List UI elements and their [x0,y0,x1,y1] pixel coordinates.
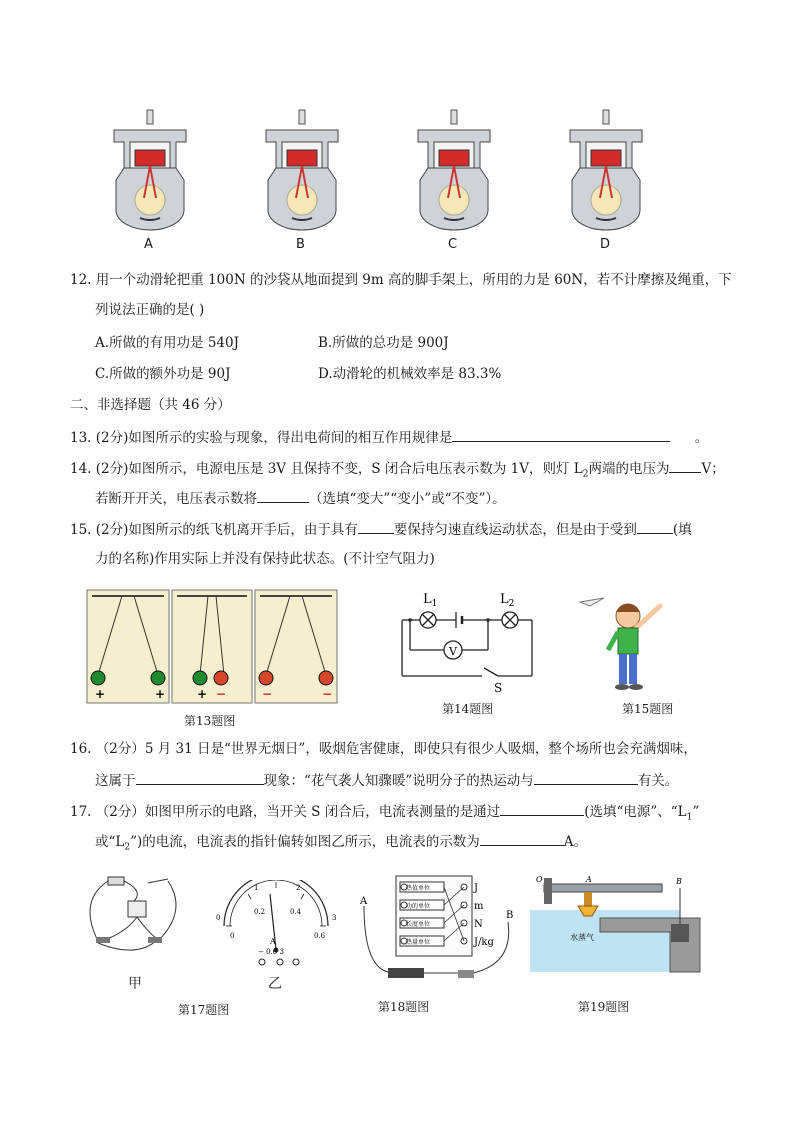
fig14-circuit [390,588,540,698]
q15-blank-1[interactable] [358,519,394,534]
q12-option-b: B.所做的总功是 900J [318,335,449,351]
engine-label-d: D [600,237,611,252]
fig17-jia-label: 甲 [128,976,142,992]
fig13-sign-5: − [262,687,273,701]
q16-blank-1[interactable] [136,770,264,785]
question-17: 17. （2分）如图甲所示的电路，当开关 S 闭合后，电流表测量的是通过 (选填“电源”、“$L_1$” [70,801,699,828]
q17-line2c: A。 [563,834,588,850]
q16-number: 16. [70,741,92,757]
q14-blank-1[interactable] [669,458,701,473]
q12-option-d: D.动滑轮的机械效率是 83.3% [318,366,502,382]
q14-line1b: 两端的电压为 [588,461,670,477]
fig17-terminals: − 0.6 3 [258,948,284,956]
fig17-scale-bottom-0: 0 [230,932,235,940]
fig17-jia-circuit [84,875,184,955]
q15-line1a: (2分)如图所示的纸飞机离开手后，由于具有 [95,522,358,538]
engine-label-a: A [144,237,153,252]
q12-option-a: A.所做的有用功是 540J [95,335,240,351]
fig19-label-b: B [676,877,682,886]
question-13 [70,427,708,448]
section-2-title: 二、非选择题（共 46 分） [70,397,231,413]
q14-number: 14. [70,461,92,477]
fig13-pith-balls [86,589,338,705]
q17-line1a: （2分）如图甲所示的电路，当开关 S 闭合后，电流表测量的是通过 [95,804,501,820]
q13-text: (2分)如图所示的实验与现象，得出电荷间的相互作用规律是 [95,430,453,446]
q17-line1b: (选填“电源”、“L [584,804,687,820]
engine-strokes-diagram [100,108,700,233]
q15-line1b: 要保持匀速直线运动状态，但是由于受到 [393,522,637,538]
q16-line1: （2分）5 月 31 日是“世界无烟日”，吸烟危害健康，即使只有很少人吸烟，整个场所也会充满烟味， [95,741,697,757]
fig18-label-b: B [506,910,514,921]
fig17-scale-bottom-2: 0.4 [290,908,302,916]
q14-line2a: 若断开开关，电压表示数将 [95,491,257,507]
q17-blank-1[interactable] [500,801,584,816]
fig13-panel-2 [172,590,252,703]
q14-line2b: （选填“变大”“变小”或“不变”）。 [309,491,506,507]
fig13-caption: 第13题图 [184,714,236,728]
q12-line1: 用一个动滑轮把重 100N 的沙袋从地面提到 9m 高的脚手架上，所用的力是 60N，若不计摩擦及绳重，下 [95,272,732,288]
fig19-label-a: A [586,875,592,884]
fig18-caption: 第18题图 [378,1000,430,1014]
fig19-label-o: O [536,875,543,884]
q15-blank-2[interactable] [637,519,673,534]
fig14-voltmeter-label: V [449,645,457,658]
fig17-scale-top-1: 1 [254,884,259,892]
question-15 [70,519,692,540]
question-12 [70,270,732,290]
fig17-scale-top-2: 2 [296,884,301,892]
q16-line2 [95,770,678,791]
fig18-right-item-2: N [474,919,483,930]
q17-line2a: 或“L [95,834,125,850]
fig15-boy-paper-plane [578,588,678,693]
fig17-unit: A [270,937,276,946]
fig18-right-item-1: m [474,901,484,912]
fig18-label-a: A [360,896,368,907]
q16-line2b: 现象：“花气袭人知骤暖”说明分子的热运动与 [263,773,534,789]
fig14-l1-label: $L_1$ [423,592,438,609]
q14-line1a: (2分)如图所示，电源电压是 3V 且保持不变，S 闭合后电压表示数为 1V，则灯 L [95,461,583,477]
q14-sub: 2 [582,469,589,480]
fig18-right-item-3: J/kg [474,937,494,948]
q16-line2a: 这属于 [95,773,136,789]
q17-blank-2[interactable] [480,831,564,846]
fig13-sign-1: + [95,687,106,701]
fig17-scale-top-3: 3 [332,914,337,922]
fig17-yi-ammeter [210,880,340,968]
fig18-left-item-0: 热值单位 [406,885,431,892]
question-16 [70,739,697,759]
fig17-scale-bottom-1: 0.2 [254,908,266,916]
fig13-sign-4: − [216,687,227,701]
q14-line2 [95,488,506,509]
fig13-sign-2: + [155,687,166,701]
q12-option-c: C.所做的额外功是 90J [95,366,231,382]
fig13-sign-6: − [322,687,333,701]
fig18-left-item-1: 功的单位 [406,903,431,910]
question-14 [70,458,725,485]
fig19-caption: 第19题图 [578,1000,630,1014]
q17-line2: 或“$L_2$”)的电流，电流表的指针偏转如图乙所示，电流表的示数为 A。 [95,831,587,858]
q13-end: 。 [694,430,709,446]
q16-line2c: 有关。 [637,773,679,789]
fig15-caption: 第15题图 [622,702,674,716]
q13-number: 13. [70,430,92,446]
fig17-scale-top-0: 0 [216,914,221,922]
q14-line1c: V； [701,461,725,477]
fig14-caption: 第14题图 [442,702,494,716]
q17-number: 17. [70,804,92,820]
fig18-matching-board [348,874,518,986]
fig18-right-item-0: J [474,883,479,894]
fig14-switch-label: S [494,681,503,695]
fig13-sign-3: + [197,687,208,701]
fig17-caption: 第17题图 [178,1003,230,1017]
fig17-scale-bottom-3: 0.6 [314,932,326,940]
q12-number: 12. [70,272,92,288]
q13-answer-blank[interactable] [452,427,670,442]
q12-line2: 列说法正确的是( ) [95,302,205,318]
engine-label-b: B [296,237,305,252]
q15-line2: 力的名称)作用实际上并没有保持此状态。(不计空气阻力) [95,551,435,567]
fig17-yi-label: 乙 [268,976,282,992]
engine-label-c: C [448,237,458,252]
fig18-left-item-3: 热量单位 [406,939,431,946]
fig18-left-item-2: 长度单位 [406,921,431,928]
q15-number: 15. [70,522,92,538]
q16-blank-2[interactable] [534,770,638,785]
fig19-steam-label: 水蒸气 [570,933,594,942]
fig19-safety-valve [530,874,702,974]
q17-line2b: ”)的电流，电流表的指针偏转如图乙所示，电流表的示数为 [130,834,480,850]
q14-blank-2[interactable] [257,488,309,503]
q15-line1c: (填 [672,522,692,538]
fig14-l2-label: $L_2$ [500,592,515,609]
